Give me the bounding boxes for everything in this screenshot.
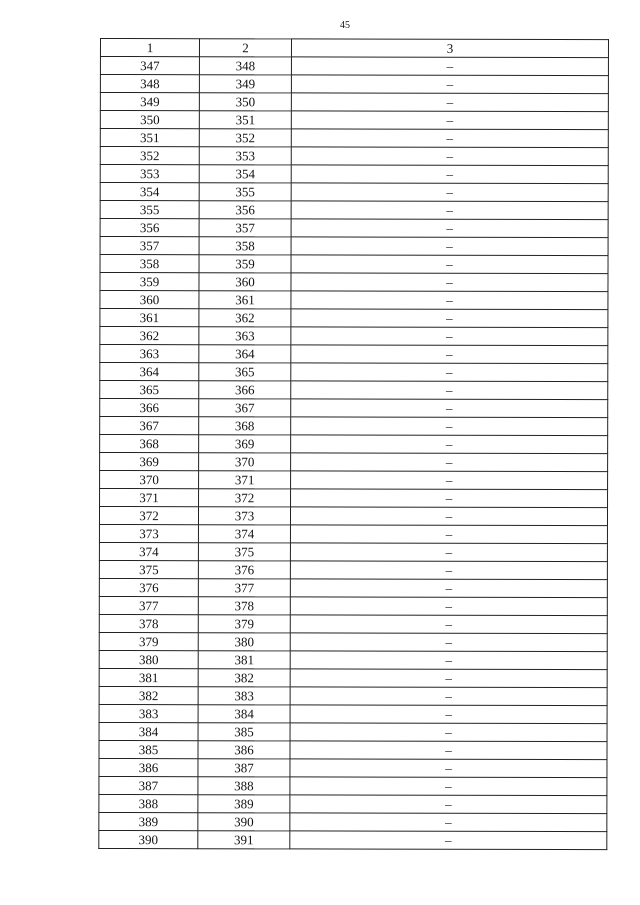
- table-cell-col-3: –: [290, 723, 607, 742]
- table-cell-col-1: 376: [99, 578, 198, 596]
- table-row: [100, 219, 608, 238]
- table-cell-col-2: 388: [198, 777, 290, 795]
- table-cell-col-1: 377: [99, 596, 198, 614]
- table-cell-col-2: 373: [198, 507, 290, 525]
- table-cell-col-2: 368: [199, 417, 291, 435]
- table-cell-col-1: 350: [100, 111, 199, 129]
- page-number: 45: [340, 20, 350, 31]
- table-cell-col-3: –: [291, 291, 608, 310]
- table-body: [99, 57, 609, 850]
- table-cell-col-2: 356: [199, 201, 291, 219]
- table-cell-col-3: –: [290, 759, 607, 778]
- table-cell-col-2: 363: [199, 327, 291, 345]
- table-row: [99, 560, 607, 579]
- table-cell-col-2: 350: [199, 93, 291, 111]
- table-row: [100, 453, 608, 472]
- table-row: [99, 758, 607, 777]
- table-row: [99, 776, 607, 795]
- table-cell-col-3: –: [290, 507, 607, 526]
- table-cell-col-3: –: [291, 381, 608, 400]
- table-cell-col-3: –: [290, 651, 607, 670]
- table-cell-col-2: 389: [198, 795, 290, 813]
- table-cell-col-2: 380: [198, 633, 290, 651]
- column-header-2: 2: [199, 39, 291, 57]
- table-cell-col-3: –: [291, 255, 608, 274]
- table-cell-col-1: 355: [100, 201, 199, 219]
- table-cell-col-2: 370: [199, 453, 291, 471]
- table-cell-col-3: –: [291, 471, 608, 490]
- table-cell-col-3: –: [290, 669, 607, 688]
- table-cell-col-1: 362: [100, 327, 199, 345]
- table-cell-col-1: 375: [99, 560, 198, 578]
- data-table: [98, 38, 609, 850]
- table-cell-col-3: –: [291, 237, 608, 256]
- table-cell-col-3: –: [290, 705, 607, 724]
- table-row: [99, 650, 607, 669]
- table-row: [100, 57, 608, 76]
- column-header-3: 3: [291, 39, 608, 58]
- table-cell-col-2: 362: [199, 309, 291, 327]
- table-cell-col-1: 388: [99, 794, 198, 812]
- table-row: [100, 381, 608, 400]
- table-cell-col-2: 378: [198, 597, 290, 615]
- table-header: [100, 39, 608, 58]
- table-cell-col-2: 359: [199, 255, 291, 273]
- table-cell-col-3: –: [291, 363, 608, 382]
- table-cell-col-3: –: [291, 273, 608, 292]
- table-cell-col-3: –: [291, 183, 608, 202]
- table-row: [100, 435, 608, 454]
- table-cell-col-2: 361: [199, 291, 291, 309]
- table-cell-col-1: 347: [100, 57, 199, 75]
- table-cell-col-1: 354: [100, 183, 199, 201]
- table-cell-col-1: 352: [100, 147, 199, 165]
- table-row: [99, 542, 607, 561]
- table-cell-col-2: 348: [199, 57, 291, 75]
- table-cell-col-1: 367: [100, 417, 199, 435]
- table-cell-col-3: –: [290, 561, 607, 580]
- table-cell-col-2: 385: [198, 723, 290, 741]
- table-cell-col-3: –: [291, 57, 608, 76]
- table-cell-col-1: 371: [100, 489, 199, 507]
- table-row: [99, 632, 607, 651]
- table-cell-col-2: 358: [199, 237, 291, 255]
- table-cell-col-2: 351: [199, 111, 291, 129]
- table-cell-col-1: 349: [100, 93, 199, 111]
- table-row: [100, 363, 608, 382]
- table-row: [99, 704, 607, 723]
- table-row: [99, 794, 607, 813]
- table-cell-col-1: 389: [99, 812, 198, 830]
- table-row: [100, 147, 608, 166]
- table-row: [99, 812, 607, 831]
- table-cell-col-3: –: [291, 345, 608, 364]
- table-row: [100, 237, 608, 256]
- table-row: [99, 507, 607, 526]
- table-cell-col-1: 353: [100, 165, 199, 183]
- table-cell-col-3: –: [291, 129, 608, 148]
- table-cell-col-1: 383: [99, 704, 198, 722]
- table-row: [99, 578, 607, 597]
- table-cell-col-1: 385: [99, 740, 198, 758]
- table-row: [100, 327, 608, 346]
- table-cell-col-1: 386: [99, 758, 198, 776]
- header-row: [100, 39, 608, 58]
- table-cell-col-1: 365: [100, 381, 199, 399]
- table-cell-col-3: –: [291, 489, 608, 508]
- table-cell-col-1: 370: [100, 471, 199, 489]
- table-cell-col-3: –: [290, 813, 607, 832]
- table-cell-col-3: –: [290, 543, 607, 562]
- table-cell-col-2: 377: [198, 579, 290, 597]
- table-cell-col-2: 375: [198, 543, 290, 561]
- table-cell-col-3: –: [291, 201, 608, 220]
- table-cell-col-2: 352: [199, 129, 291, 147]
- table-cell-col-2: 355: [199, 183, 291, 201]
- table-cell-col-3: –: [290, 525, 607, 544]
- table-cell-col-3: –: [291, 435, 608, 454]
- table-cell-col-3: –: [291, 165, 608, 184]
- table-cell-col-2: 357: [199, 219, 291, 237]
- table-cell-col-2: 376: [198, 561, 290, 579]
- table-cell-col-1: 382: [99, 686, 198, 704]
- table-cell-col-3: –: [291, 399, 608, 418]
- table-cell-col-2: 353: [199, 147, 291, 165]
- table-cell-col-3: –: [291, 111, 608, 130]
- table-cell-col-2: 386: [198, 741, 290, 759]
- table-cell-col-2: 384: [198, 705, 290, 723]
- table-cell-col-1: 366: [100, 399, 199, 417]
- table-cell-col-1: 357: [100, 237, 199, 255]
- table-cell-col-3: –: [290, 777, 607, 796]
- table-cell-col-2: 383: [198, 687, 290, 705]
- table-cell-col-3: –: [290, 795, 607, 814]
- table-cell-col-2: 349: [199, 75, 291, 93]
- table-row: [100, 255, 608, 274]
- table-row: [100, 309, 608, 328]
- table-cell-col-1: 381: [99, 668, 198, 686]
- table-cell-col-2: 391: [198, 831, 290, 849]
- table-cell-col-1: 369: [100, 453, 199, 471]
- column-header-1: 1: [100, 39, 199, 57]
- table-cell-col-1: 348: [100, 75, 199, 93]
- table-cell-col-2: 387: [198, 759, 290, 777]
- table-row: [100, 183, 608, 202]
- table-cell-col-3: –: [290, 615, 607, 634]
- table-cell-col-2: 360: [199, 273, 291, 291]
- table-cell-col-1: 387: [99, 776, 198, 794]
- table-cell-col-2: 354: [199, 165, 291, 183]
- table-row: [100, 201, 608, 220]
- table-cell-col-1: 351: [100, 129, 199, 147]
- table-row: [100, 75, 608, 94]
- table-cell-col-1: 361: [100, 309, 199, 327]
- table-row: [100, 273, 608, 292]
- table-row: [100, 417, 608, 436]
- table-row: [100, 93, 608, 112]
- table-cell-col-3: –: [291, 309, 608, 328]
- table-row: [99, 740, 607, 759]
- table-row: [99, 722, 607, 741]
- table-cell-col-1: 374: [99, 542, 198, 560]
- table-cell-col-1: 359: [100, 273, 199, 291]
- table-cell-col-3: –: [291, 147, 608, 166]
- table-cell-col-2: 366: [199, 381, 291, 399]
- table-cell-col-1: 379: [99, 632, 198, 650]
- table-cell-col-1: 378: [99, 614, 198, 632]
- table-cell-col-2: 369: [199, 435, 291, 453]
- table-cell-col-3: –: [290, 579, 607, 598]
- table-cell-col-1: 360: [100, 291, 199, 309]
- table-cell-col-1: 380: [99, 650, 198, 668]
- table-cell-col-2: 382: [198, 669, 290, 687]
- table-cell-col-3: –: [291, 219, 608, 238]
- table-cell-col-2: 367: [199, 399, 291, 417]
- table-cell-col-3: –: [290, 831, 607, 850]
- table-row: [99, 686, 607, 705]
- table-row: [99, 525, 607, 544]
- table-cell-col-1: 356: [100, 219, 199, 237]
- table-cell-col-3: –: [290, 741, 607, 760]
- table-cell-col-2: 374: [198, 525, 290, 543]
- table-cell-col-2: 371: [199, 471, 291, 489]
- table-row: [100, 345, 608, 364]
- table-cell-col-1: 373: [99, 525, 198, 543]
- table-cell-col-2: 365: [199, 363, 291, 381]
- table-row: [100, 489, 608, 508]
- table-row: [99, 668, 607, 687]
- table-cell-col-3: –: [290, 687, 607, 706]
- table-row: [100, 471, 608, 490]
- table-cell-col-3: –: [291, 327, 608, 346]
- table-cell-col-2: 372: [199, 489, 291, 507]
- table-row: [100, 165, 608, 184]
- table-row: [99, 614, 607, 633]
- table-row: [100, 399, 608, 418]
- table-cell-col-1: 384: [99, 722, 198, 740]
- table-cell-col-3: –: [291, 417, 608, 436]
- table-cell-col-3: –: [290, 597, 607, 616]
- table-cell-col-1: 364: [100, 363, 199, 381]
- table-cell-col-3: –: [291, 93, 608, 112]
- table-row: [100, 129, 608, 148]
- table-cell-col-2: 390: [198, 813, 290, 831]
- table-cell-col-2: 364: [199, 345, 291, 363]
- table-cell-col-1: 358: [100, 255, 199, 273]
- table-row: [99, 830, 607, 849]
- table-row: [99, 596, 607, 615]
- table-cell-col-3: –: [290, 633, 607, 652]
- table-cell-col-1: 372: [99, 507, 198, 525]
- table-row: [100, 111, 608, 130]
- table-cell-col-2: 381: [198, 651, 290, 669]
- table-row: [100, 291, 608, 310]
- table-cell-col-2: 379: [198, 615, 290, 633]
- table-cell-col-1: 390: [99, 830, 198, 848]
- table-cell-col-1: 363: [100, 345, 199, 363]
- table-cell-col-3: –: [291, 453, 608, 472]
- table-cell-col-1: 368: [100, 435, 199, 453]
- table-cell-col-3: –: [291, 75, 608, 94]
